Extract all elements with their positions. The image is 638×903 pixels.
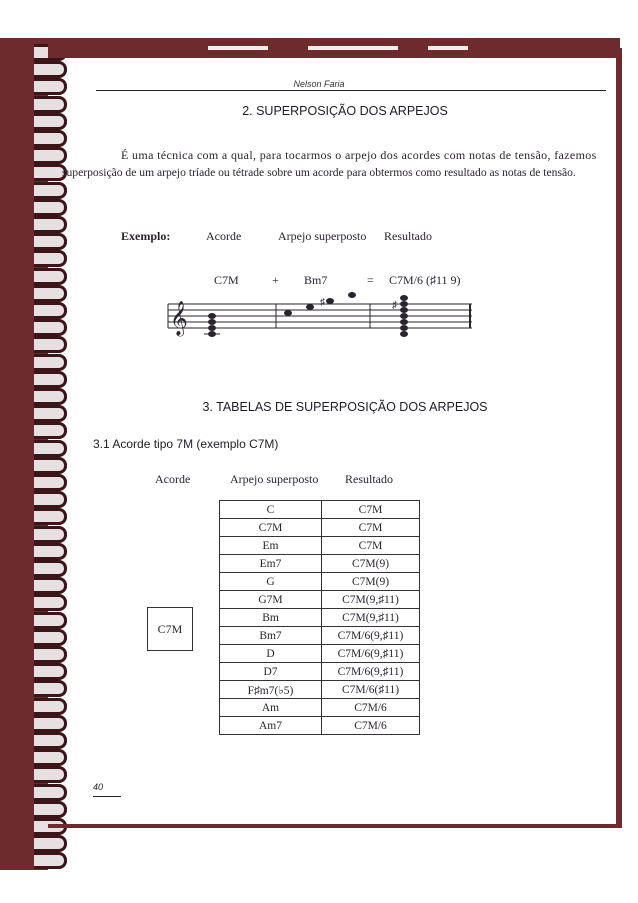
result-cell: C7M/6(♯11) — [322, 681, 420, 699]
table-row — [220, 555, 420, 573]
binding-ring — [34, 732, 67, 749]
result-cell: C7M — [322, 537, 420, 555]
binding-ring — [34, 354, 67, 371]
arpeggio-cell: G — [220, 573, 322, 591]
svg-text:♯: ♯ — [392, 300, 397, 311]
result-cell: C7M/6(9,♯11) — [322, 663, 420, 681]
binding-ring — [34, 680, 67, 697]
example-label: Exemplo: — [121, 229, 171, 243]
table-col-chord: Acorde — [155, 472, 191, 486]
table-row — [220, 519, 420, 537]
arpeggio-cell: D7 — [220, 663, 322, 681]
table-row — [220, 501, 420, 519]
result-cell: C7M(9,♯11) — [322, 609, 420, 627]
binding-ring — [34, 646, 67, 663]
example-col-result: Resultado — [384, 229, 432, 243]
example-equals: = — [367, 273, 374, 287]
base-chord-box: C7M — [147, 607, 193, 651]
table-row — [220, 699, 420, 717]
section-3-title: 3. TABELAS DE SUPERPOSIÇÃO DOS ARPEJOS — [202, 400, 488, 414]
page-number-rule — [93, 796, 121, 797]
arpeggio-cell: Am7 — [220, 717, 322, 735]
binding-ring — [34, 594, 67, 611]
arpeggio-cell: Bm7 — [220, 627, 322, 645]
binding-ring — [34, 698, 67, 715]
section-3-1-subtitle: 3.1 Acorde tipo 7M (exemplo C7M) — [93, 437, 279, 451]
binding-ring — [34, 61, 67, 78]
binding-ring — [34, 784, 67, 801]
binding-ring — [34, 319, 67, 336]
sharp-icon: ♯ — [320, 297, 325, 308]
binding-ring — [34, 371, 67, 388]
arpeggio-cell: F♯m7(♭5) — [220, 681, 322, 699]
table-row — [220, 681, 420, 699]
result-cell: C7M — [322, 501, 420, 519]
binding-ring — [34, 336, 67, 353]
binding-ring — [34, 422, 67, 439]
binding-ring — [34, 457, 67, 474]
example-col-arpeggio: Arpejo superposto — [278, 229, 367, 243]
binding-ring — [34, 663, 67, 680]
example-chord: C7M — [214, 273, 239, 287]
result-cell: C7M(9) — [322, 555, 420, 573]
arpeggio-cell: C7M — [220, 519, 322, 537]
table-row — [220, 717, 420, 735]
binding-ring — [34, 749, 67, 766]
example-col-chord: Acorde — [206, 229, 242, 243]
arpeggio-cell: C — [220, 501, 322, 519]
chord-notes-c7m — [204, 313, 220, 337]
arpeggio-cell: Em7 — [220, 555, 322, 573]
binding-ring — [34, 130, 67, 147]
table-row — [220, 537, 420, 555]
binding-ring — [34, 199, 67, 216]
binding-ring — [34, 766, 67, 783]
binding-ring — [34, 268, 67, 285]
binding-ring — [34, 852, 67, 869]
music-staff — [160, 290, 480, 340]
binding-ring — [34, 233, 67, 250]
table-row — [220, 645, 420, 663]
result-cell: C7M/6(9,♯11) — [322, 645, 420, 663]
binding-ring — [34, 147, 67, 164]
page-right-border — [616, 48, 622, 828]
table-row — [220, 591, 420, 609]
superposition-table — [219, 500, 420, 735]
result-cell: C7M/6 — [322, 699, 420, 717]
binding-ring — [34, 543, 67, 560]
example-plus: + — [272, 273, 279, 287]
header-rule — [96, 90, 606, 91]
arpeggio-cell: D — [220, 645, 322, 663]
binding-ring — [34, 835, 67, 852]
treble-clef-icon: 𝄞 — [170, 301, 188, 336]
example-arpeggio: Bm7 — [304, 273, 328, 287]
page-bottom-border — [48, 824, 622, 828]
binding-ring — [34, 285, 67, 302]
binding-ring — [34, 491, 67, 508]
result-cell: C7M(9) — [322, 573, 420, 591]
arpeggio-cell: Em — [220, 537, 322, 555]
binding-ring — [34, 508, 67, 525]
binding-ring — [34, 302, 67, 319]
section-2-paragraph-line-1: É uma técnica com a qual, para tocarmos o arpejo dos acordes com notas de tensão, fazemos — [121, 148, 597, 162]
section-2-paragraph-line-2: superposição de um arpejo tríade ou tétrade sobre um acorde para obtermos como resultado as notas de tensão. — [62, 166, 576, 179]
running-header: Nelson Faria — [293, 79, 345, 89]
result-cell: C7M(9,♯11) — [322, 591, 420, 609]
table-col-result: Resultado — [345, 472, 393, 486]
binding-ring — [34, 560, 67, 577]
binding-ring — [34, 182, 67, 199]
table-row — [220, 609, 420, 627]
binding-ring — [34, 474, 67, 491]
binding-ring — [34, 440, 67, 457]
binding-ring — [34, 629, 67, 646]
section-2-title: 2. SUPERPOSIÇÃO DOS ARPEJOS — [242, 104, 448, 118]
table-row — [220, 627, 420, 645]
binding-ring — [34, 801, 67, 818]
result-cell: C7M/6 — [322, 717, 420, 735]
page-number: 40 — [93, 782, 104, 792]
table-row — [220, 663, 420, 681]
table-col-arpeggio: Arpejo superposto — [230, 472, 319, 486]
result-cell: C7M/6(9,♯11) — [322, 627, 420, 645]
binding-ring — [34, 526, 67, 543]
arpeggio-cell: Bm — [220, 609, 322, 627]
binding-ring — [34, 612, 67, 629]
binding-ring — [34, 216, 67, 233]
page-top-border — [48, 38, 620, 58]
table-row — [220, 573, 420, 591]
binding-ring — [34, 715, 67, 732]
result-cell: C7M — [322, 519, 420, 537]
arpeggio-cell: Am — [220, 699, 322, 717]
example-result: C7M/6 (♯11 9) — [389, 273, 461, 287]
binding-ring — [34, 577, 67, 594]
arpeggio-cell: G7M — [220, 591, 322, 609]
binding-ring — [34, 250, 67, 267]
